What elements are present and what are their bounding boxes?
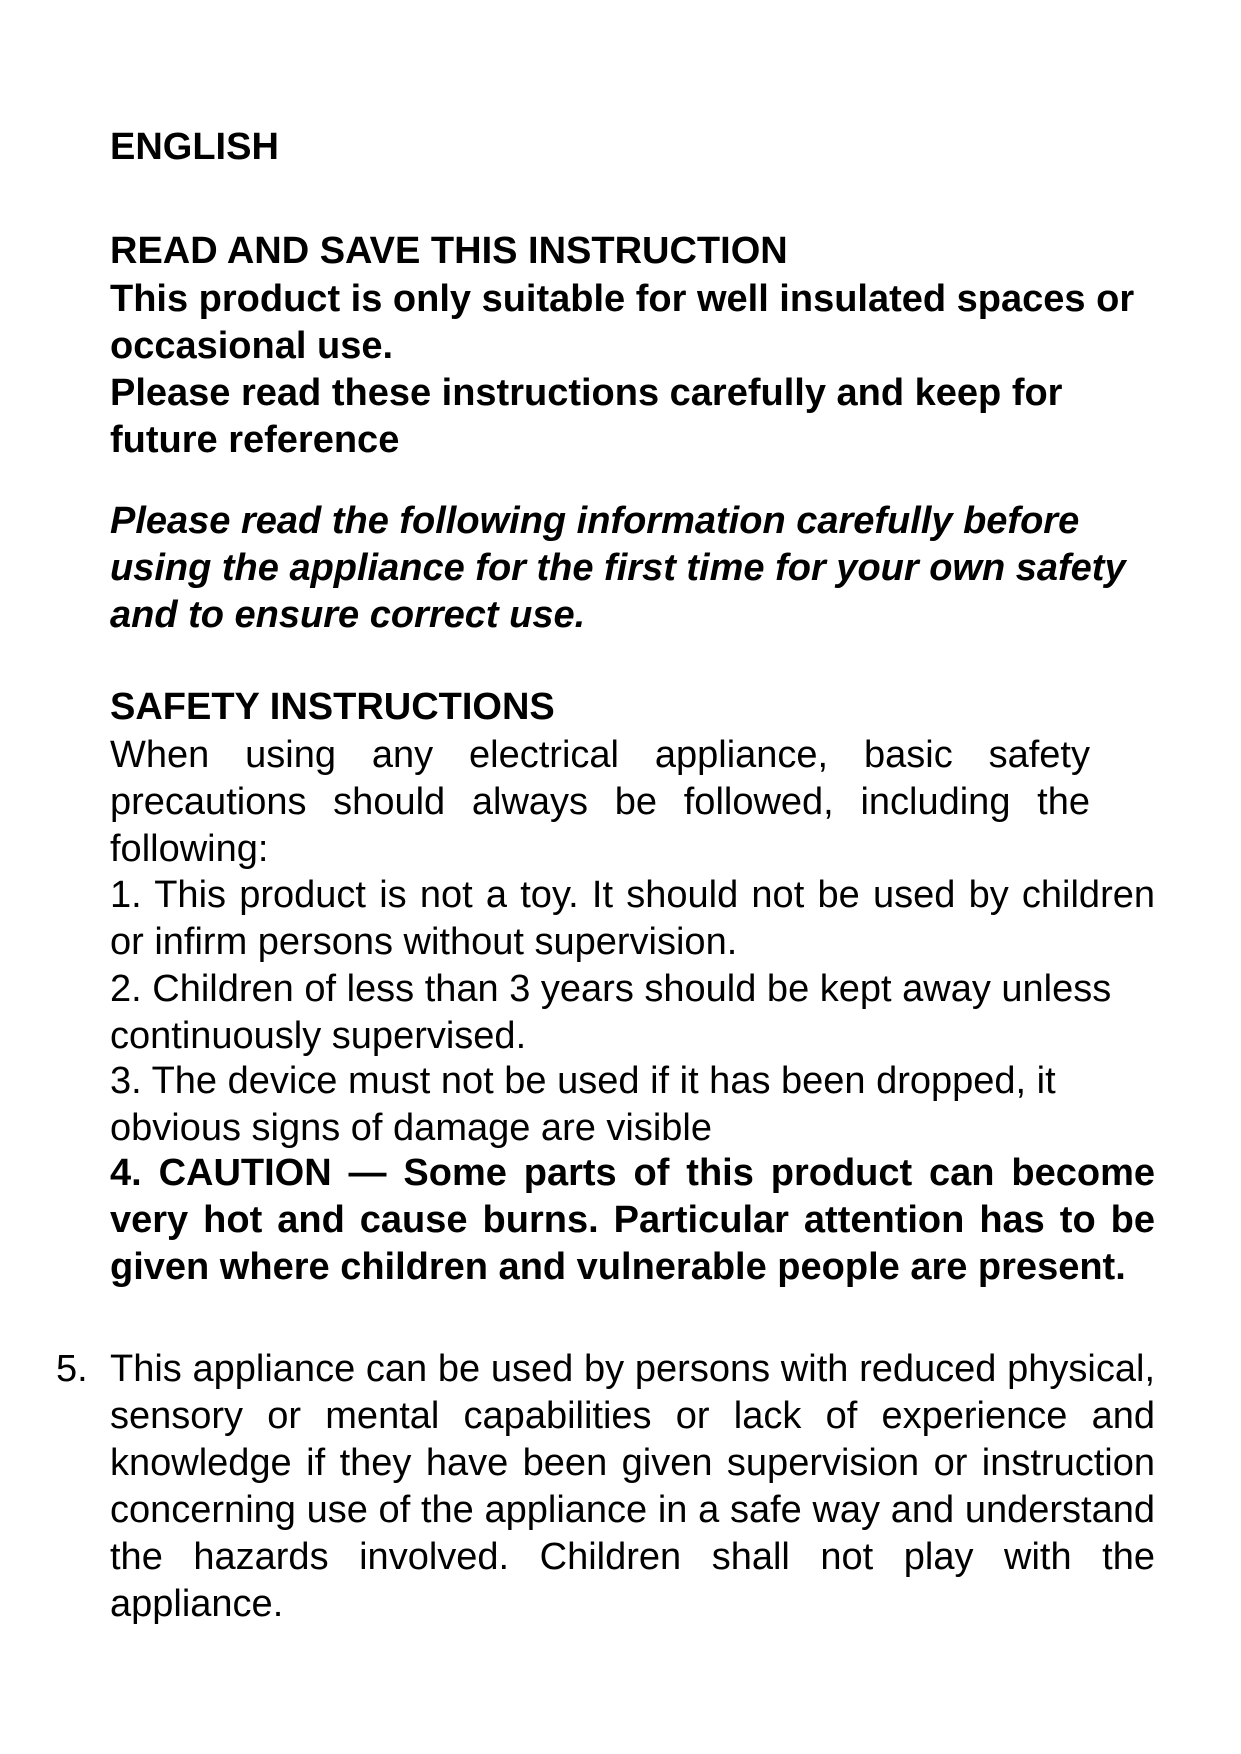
safety-heading: SAFETY INSTRUCTIONS	[110, 686, 555, 728]
suitability-notice: This product is only suitable for well insulated spaces or occasional use.	[110, 278, 1135, 367]
read-save-heading: READ AND SAVE THIS INSTRUCTION	[110, 230, 788, 272]
safety-item-3: 3. The device must not be used if it has been dropped, it obvious signs of damage are visible	[110, 1060, 1056, 1149]
first-use-notice: Please read the following information carefully before using the appliance for the first time for your own safety and to ensure correct use.	[110, 500, 1126, 636]
safety-item-1: 1. This product is not a toy. It should not be used by children or infirm persons without supervision.	[110, 874, 1155, 963]
safety-item-5: This appliance can be used by persons with reduced physical, sensory or mental capabilities or lack of experience and knowledge if they have been given supervision or instruction concerning use of the appliance in a safe way and understand the hazards involved. Children shall not play with the appliance.	[110, 1348, 1155, 1625]
read-carefully-notice: Please read these instructions carefully and keep for future reference	[110, 372, 1063, 461]
safety-item-4-caution: 4. CAUTION — Some parts of this product can become very hot and cause burns. Particular attention has to be given where children and vulnerable people are present.	[110, 1152, 1155, 1288]
safety-item-5-marker: 5.	[56, 1348, 88, 1390]
language-heading: ENGLISH	[110, 126, 279, 168]
safety-item-2: 2. Children of less than 3 years should be kept away unless continuously supervised.	[110, 968, 1112, 1057]
safety-intro: When using any electrical appliance, basic safety precautions should always be followed, including the following:	[110, 734, 1090, 870]
